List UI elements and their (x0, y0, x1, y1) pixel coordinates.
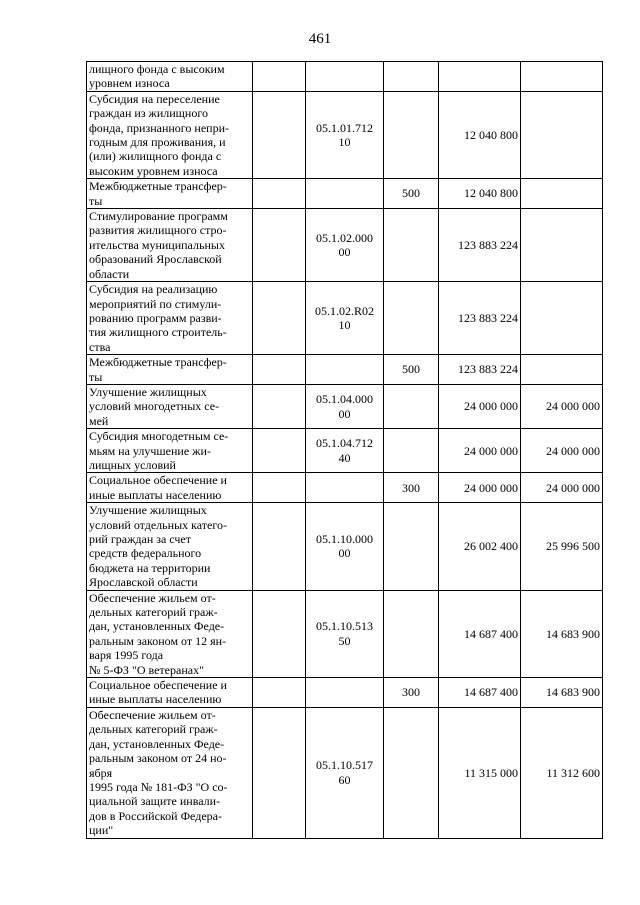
item-name-line: высоким уровнем износа (89, 163, 218, 178)
target-code-line: 10 (338, 318, 351, 333)
item-name-line: Стимулирование программ (89, 209, 228, 224)
item-name-cell (87, 473, 253, 503)
item-name-line: Субсидия на реализацию (89, 282, 218, 297)
target-code-line: 10 (338, 135, 351, 150)
item-name-line: (или) жилищного фонда с (89, 149, 222, 164)
item-name-cell (87, 678, 253, 708)
table-row (87, 678, 603, 708)
amount-cell-2: 11 312 600 (521, 707, 603, 838)
empty-cell (253, 590, 306, 677)
item-name-line: варя 1995 года (89, 648, 164, 663)
item-name-line: Социальное обеспечение и (89, 678, 227, 693)
amount-cell-2: 14 683 900 (521, 590, 603, 677)
item-name-line: дан, установленных Феде- (89, 736, 225, 751)
amount-cell-1: 12 040 800 (439, 179, 521, 209)
target-code-cell (306, 707, 384, 838)
empty-cell (253, 429, 306, 473)
expense-type-cell: 500 (384, 179, 439, 209)
target-code-cell (306, 209, 384, 282)
empty-cell (253, 62, 306, 92)
item-name-line: условий отдельных катего- (89, 517, 227, 532)
amount-cell-1: 26 002 400 (439, 503, 521, 590)
target-code-line: 50 (338, 633, 351, 648)
target-code-line: 60 (338, 772, 351, 787)
item-name-line: ября (89, 765, 113, 780)
item-name-line: иные выплаты населению (89, 692, 222, 707)
item-name-line: мероприятий по стимули- (89, 296, 222, 311)
expense-type-cell (384, 429, 439, 473)
table-row (87, 282, 603, 355)
target-code-line: 05.1.10.513 (316, 619, 373, 634)
item-name-line: дельных категорий граж- (89, 722, 218, 737)
item-name-line: иные выплаты населению (89, 487, 222, 502)
expense-type-cell (384, 62, 439, 92)
item-name-line: дов в Российской Федера- (89, 808, 222, 823)
item-name-line: лищного фонда с высоким (89, 62, 225, 76)
item-name-line: условий многодетных се- (89, 399, 220, 414)
amount-cell-2: 24 000 000 (521, 384, 603, 428)
empty-cell (253, 282, 306, 355)
target-code-cell (306, 473, 384, 503)
item-name-line: ральным законом от 12 ян- (89, 633, 227, 648)
expense-type-cell (384, 282, 439, 355)
item-name-cell (87, 503, 253, 590)
table-row (87, 707, 603, 838)
amount-cell-1: 11 315 000 (439, 707, 521, 838)
item-name-line: области (89, 266, 130, 281)
item-name-cell (87, 282, 253, 355)
item-name-line: ты (89, 369, 103, 384)
item-name-line: ты (89, 193, 103, 208)
amount-cell-2 (521, 355, 603, 385)
item-name-line: Межбюджетные трансфер- (89, 355, 227, 370)
item-name-line: лищных условий (89, 457, 176, 472)
item-name-line: Обеспечение жильем от- (89, 590, 216, 605)
amount-cell-2: 14 683 900 (521, 678, 603, 708)
amount-cell-1: 123 883 224 (439, 355, 521, 385)
target-code-cell (306, 590, 384, 677)
item-name-cell (87, 707, 253, 838)
table-row (87, 62, 603, 92)
target-code-line: 05.1.04.000 (316, 392, 373, 407)
amount-cell-1: 12 040 800 (439, 91, 521, 178)
item-name-line: мей (89, 413, 109, 428)
table-row (87, 503, 603, 590)
item-name-cell (87, 179, 253, 209)
table-row (87, 355, 603, 385)
target-code-line: 05.1.04.712 (316, 436, 373, 451)
empty-cell (253, 473, 306, 503)
amount-cell-1: 14 687 400 (439, 590, 521, 677)
table-row (87, 91, 603, 178)
empty-cell (253, 707, 306, 838)
target-code-cell (306, 429, 384, 473)
empty-cell (253, 209, 306, 282)
item-name-cell (87, 590, 253, 677)
budget-table (86, 61, 603, 839)
item-name-cell (87, 91, 253, 178)
target-code-cell (306, 179, 384, 209)
item-name-cell (87, 384, 253, 428)
page-number: 461 (308, 31, 332, 47)
item-name-line: Субсидия на переселение (89, 91, 220, 106)
item-name-line: рованию программ разви- (89, 310, 222, 325)
target-code-line: 05.1.01.712 (316, 120, 373, 135)
item-name-line: годным для проживания, и (89, 135, 226, 150)
expense-type-cell: 300 (384, 678, 439, 708)
amount-cell-2: 24 000 000 (521, 473, 603, 503)
expense-type-cell (384, 384, 439, 428)
target-code-cell (306, 503, 384, 590)
item-name-line: тия жилищного строитель- (89, 325, 227, 340)
target-code-line: 05.1.02.000 (316, 230, 373, 245)
item-name-line: № 5-ФЗ "О ветеранах" (89, 662, 204, 677)
amount-cell-1: 24 000 000 (439, 384, 521, 428)
item-name-line: дан, установленных Феде- (89, 619, 225, 634)
item-name-line: мьям на улучшение жи- (89, 443, 211, 458)
table-row (87, 209, 603, 282)
target-code-line: 00 (338, 245, 351, 260)
target-code-cell (306, 62, 384, 92)
amount-cell-2 (521, 282, 603, 355)
amount-cell-1 (439, 62, 521, 92)
amount-cell-1: 123 883 224 (439, 209, 521, 282)
target-code-line: 40 (338, 450, 351, 465)
item-name-line: Улучшение жилищных (89, 384, 207, 399)
target-code-cell (306, 678, 384, 708)
amount-cell-1: 24 000 000 (439, 473, 521, 503)
table-row (87, 429, 603, 473)
target-code-line: 00 (338, 406, 351, 421)
amount-cell-1: 24 000 000 (439, 429, 521, 473)
amount-cell-2 (521, 62, 603, 92)
item-name-line: ральным законом от 24 но- (89, 751, 227, 766)
empty-cell (253, 384, 306, 428)
amount-cell-2: 25 996 500 (521, 503, 603, 590)
target-code-cell (306, 355, 384, 385)
item-name-line: рий граждан за счет (89, 532, 191, 546)
item-name-line: бюджета на территории (89, 560, 211, 575)
empty-cell (253, 179, 306, 209)
amount-cell-1: 123 883 224 (439, 282, 521, 355)
empty-cell (253, 503, 306, 590)
item-name-line: развития жилищного стро- (89, 223, 227, 238)
empty-cell (253, 678, 306, 708)
item-name-line: дельных категорий граж- (89, 605, 218, 620)
target-code-cell (306, 384, 384, 428)
item-name-line: граждан из жилищного (89, 106, 208, 121)
item-name-cell (87, 62, 253, 92)
expense-type-cell: 300 (384, 473, 439, 503)
item-name-cell (87, 429, 253, 473)
item-name-cell (87, 355, 253, 385)
item-name-line: Межбюджетные трансфер- (89, 179, 227, 194)
item-name-line: фонда, признанного непри- (89, 120, 230, 135)
expense-type-cell (384, 707, 439, 838)
expense-type-cell (384, 91, 439, 178)
item-name-line: 1995 года № 181-ФЗ "О со- (89, 779, 228, 794)
amount-cell-1: 14 687 400 (439, 678, 521, 708)
item-name-line: ции" (89, 823, 114, 838)
empty-cell (253, 355, 306, 385)
amount-cell-2 (521, 91, 603, 178)
item-name-line: ства (89, 339, 111, 354)
target-code-line: 05.1.02.R02 (314, 303, 374, 318)
item-name-line: ительства муниципальных (89, 237, 225, 252)
item-name-line: Ярославской области (89, 575, 198, 590)
amount-cell-2 (521, 179, 603, 209)
table-row (87, 179, 603, 209)
amount-cell-2: 24 000 000 (521, 429, 603, 473)
table-row (87, 473, 603, 503)
budget-table-body (87, 62, 603, 839)
expense-type-cell (384, 209, 439, 282)
table-row (87, 590, 603, 677)
expense-type-cell (384, 503, 439, 590)
amount-cell-2 (521, 209, 603, 282)
empty-cell (253, 91, 306, 178)
item-name-line: Социальное обеспечение и (89, 473, 227, 488)
target-code-line: 05.1.10.517 (316, 758, 373, 773)
target-code-line: 05.1.10.000 (316, 532, 373, 546)
item-name-line: образований Ярославской (89, 252, 222, 267)
item-name-line: Улучшение жилищных (89, 503, 207, 518)
expense-type-cell: 500 (384, 355, 439, 385)
item-name-line: средств федерального (89, 546, 202, 561)
item-name-line: Субсидия многодетным се- (89, 429, 229, 444)
expense-type-cell (384, 590, 439, 677)
item-name-line: уровнем износа (89, 76, 170, 91)
table-row (87, 384, 603, 428)
item-name-line: циальной защите инвали- (89, 794, 221, 809)
target-code-cell (306, 91, 384, 178)
target-code-line: 00 (338, 546, 351, 561)
item-name-cell (87, 209, 253, 282)
target-code-cell (306, 282, 384, 355)
item-name-line: Обеспечение жильем от- (89, 707, 216, 722)
